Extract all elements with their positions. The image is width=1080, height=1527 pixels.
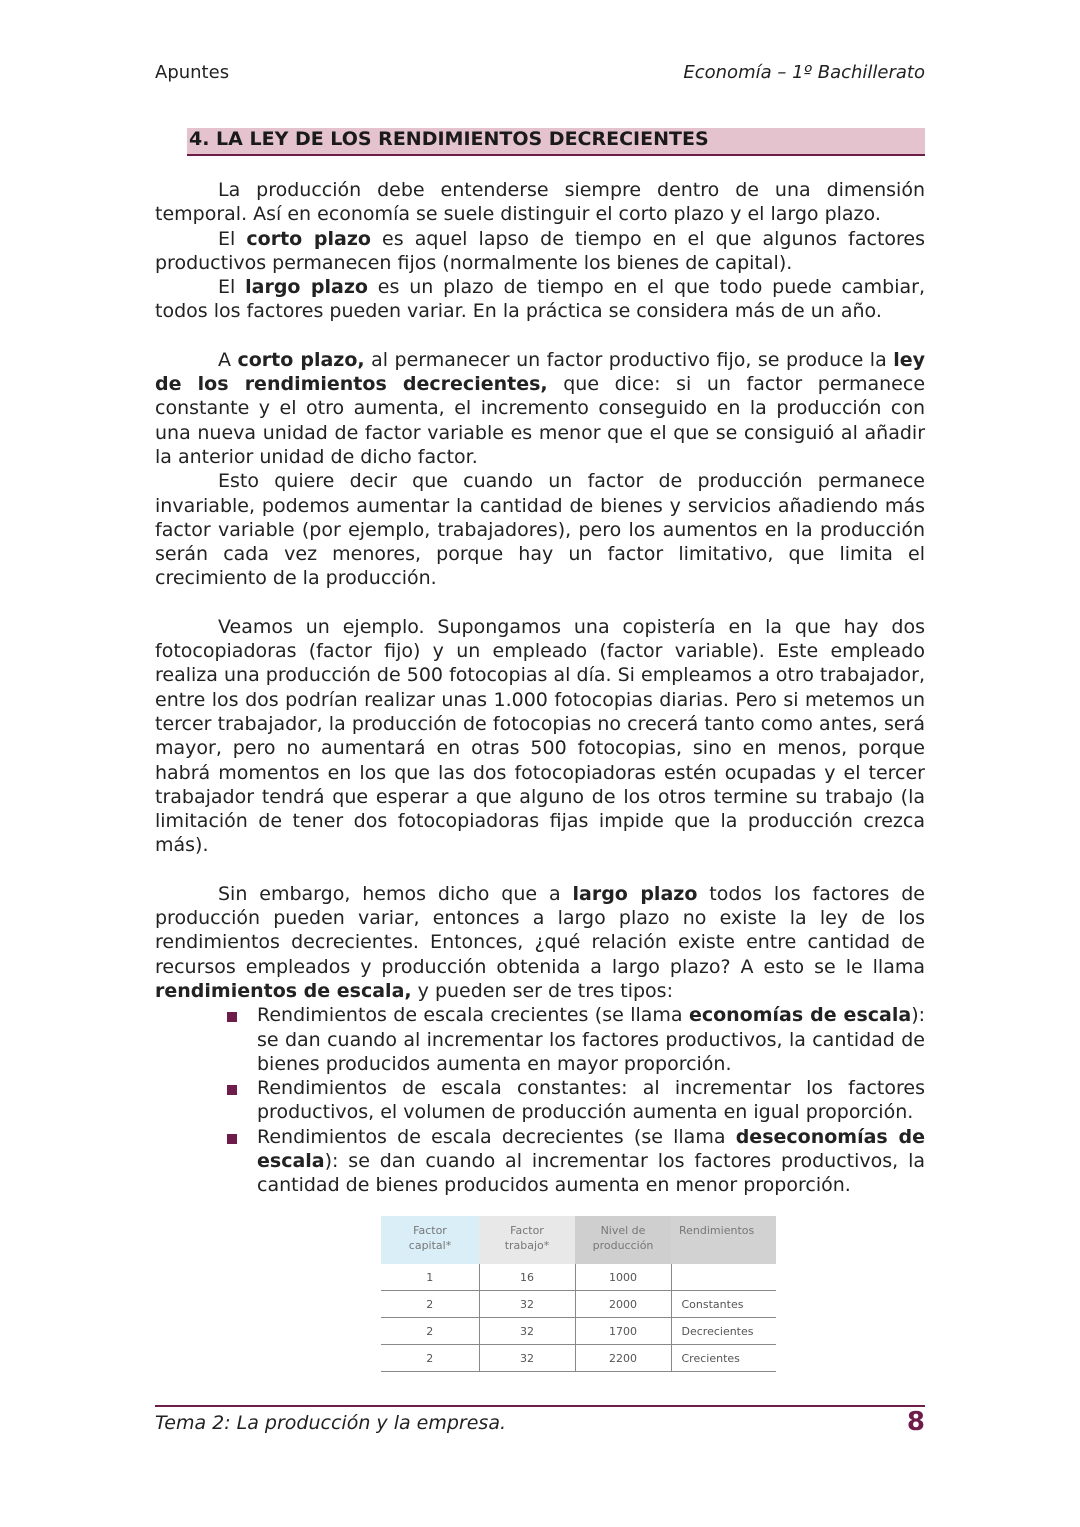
table-cell: 2200 (575, 1345, 671, 1372)
table-cell: 2 (381, 1291, 479, 1318)
table-cell: 32 (479, 1345, 575, 1372)
returns-list (257, 1003, 925, 1197)
table-row (381, 1318, 776, 1345)
document-body (155, 178, 925, 1198)
paragraph-7: Sin embargo, hemos dicho que a largo plazo todos los factores de producción pueden variar, entonces a largo plazo no existe la ley de los rendimientos decrecientes. Entonces, ¿qué relación existe entre cantidad de recursos empleados y producción obtenida a largo plazo? A esto se le llama rendimientos de escala, y pueden ser de tres tipos: (155, 882, 925, 1002)
footer-title: Tema 2: La producción y la empresa. (155, 1412, 506, 1434)
table-header-row (381, 1216, 776, 1264)
table-cell: 2000 (575, 1291, 671, 1318)
list-item: Rendimientos de escala constantes: al incrementar los factores productivos, el volumen de producción aumenta en igual proporción. (257, 1076, 925, 1125)
table-row (381, 1291, 776, 1318)
table-cell: 16 (479, 1264, 575, 1291)
table-cell: 1700 (575, 1318, 671, 1345)
table-cell: Decrecientes (671, 1318, 776, 1345)
paragraph-6: Veamos un ejemplo. Supongamos una copistería en la que hay dos fotocopiadoras (factor fijo) y un empleado (factor variable). Este empleado realiza una producción de 500 fotocopias al día. Si empleamos a otro trabajador, entre los dos podrían realizar unas 1.000 fotocopias diarias. Pero si metemos un tercer trabajador, la producción de fotocopias no crecerá tanto como antes, será mayor, pero no aumentará en otras 500 fotocopias, sino en menos, porque habrá momentos en los que las dos fotocopiadoras estén ocupadas y el tercer trabajador tendrá que esperar a que alguno de los otros termine su trabajo (la limitación de tener dos fotocopiadoras fijas impide que la producción crezca más). (155, 615, 925, 857)
header-left: Apuntes (155, 62, 230, 83)
paragraph-2: El corto plazo es aquel lapso de tiempo en el que algunos factores productivos permanecen fijos (normalmente los bienes de capital). (155, 227, 926, 274)
bullet-square-icon (227, 1134, 237, 1144)
header-right: Economía – 1º Bachillerato (683, 62, 925, 83)
footer-divider (155, 1405, 925, 1407)
list-item: Rendimientos de escala decrecientes (se llama deseconomías de escala): se dan cuando al incrementar los factores productivos, la cantidad de bienes producidos aumenta en menor proporción. (257, 1125, 925, 1198)
paragraph-1: La producción debe entenderse siempre dentro de una dimensión temporal. Así en economía se suele distinguir el corto plazo y el largo plazo. (155, 179, 925, 226)
table-row (381, 1345, 776, 1372)
table-cell: 2 (381, 1318, 479, 1345)
table-header: Nivel de producción (575, 1216, 671, 1264)
returns-table (381, 1216, 776, 1372)
table-cell: Constantes (671, 1291, 776, 1318)
table-header: Factor trabajo* (479, 1216, 575, 1264)
bullet-square-icon (227, 1012, 237, 1022)
table-cell: 32 (479, 1318, 575, 1345)
table-cell: Crecientes (671, 1345, 776, 1372)
page-number: 8 (906, 1407, 925, 1437)
table-cell: 32 (479, 1291, 575, 1318)
table-cell: 2 (381, 1345, 479, 1372)
bullet-square-icon (227, 1085, 237, 1095)
table-header: Rendimientos (671, 1216, 776, 1264)
paragraph-4: A corto plazo, al permanecer un factor productivo fijo, se produce la ley de los rendimientos decrecientes, que dice: si un factor permanece constante y el otro aumenta, el incremento conseguido en la producción con una nueva unidad de factor variable es menor que el que se consiguió al añadir la anterior unidad de dicho factor. (155, 348, 926, 468)
list-item: Rendimientos de escala crecientes (se llama economías de escala): se dan cuando al incrementar los factores productivos, la cantidad de bienes producidos aumenta en mayor proporción. (257, 1003, 925, 1076)
table-cell: 1 (381, 1264, 479, 1291)
paragraph-3: El largo plazo es un plazo de tiempo en el que todo puede cambiar, todos los factores pueden variar. En la práctica se considera más de un año. (155, 276, 925, 323)
table-row (381, 1264, 776, 1291)
section-title: 4. LA LEY DE LOS RENDIMIENTOS DECRECIENTES (187, 128, 925, 156)
paragraph-5: Esto quiere decir que cuando un factor de producción permanece invariable, podemos aumentar la cantidad de bienes y servicios añadiendo más factor variable (por ejemplo, trabajadores), pero los aumentos en la producción serán cada vez menores, porque hay un factor limitativo, que limita el crecimiento de la producción. (155, 470, 925, 590)
table-header: Factor capital* (381, 1216, 479, 1264)
table-cell: 1000 (575, 1264, 671, 1291)
table-cell (671, 1264, 776, 1291)
